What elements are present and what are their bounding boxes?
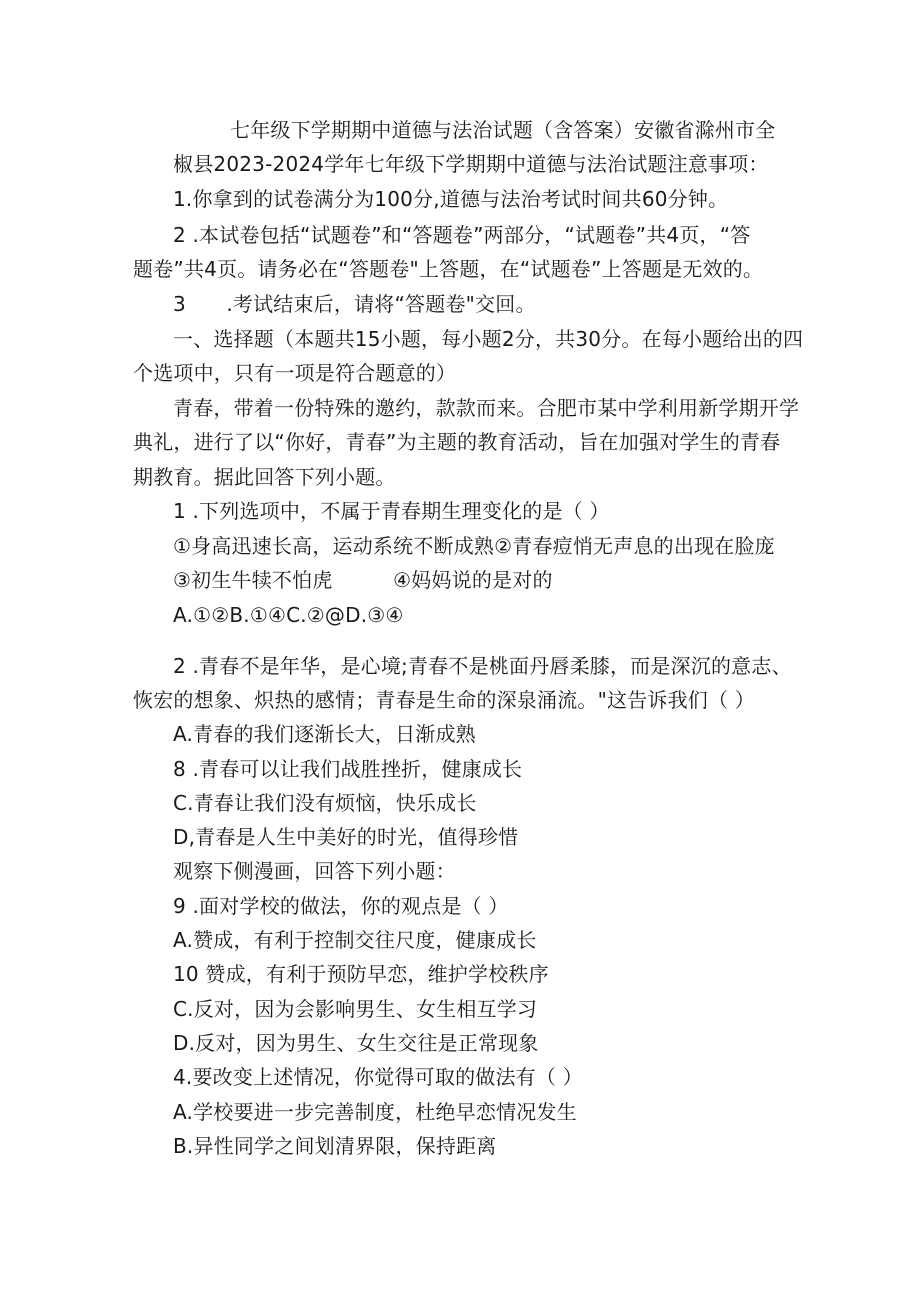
question-1-statements-line-1: ①身高迅速长高，运动系统不断成熟②青春痘悄无声息的出现在脸庞: [173, 534, 775, 558]
question-3-option-a: A.赞成，有利于控制交往尺度，健康成长: [173, 928, 537, 952]
question-4-option-b: B.异性同学之间划清界限，保持距离: [173, 1134, 497, 1158]
question-1-statements-line-2: ③初生牛犊不怕虎 ④妈妈说的是对的: [173, 568, 553, 592]
question-4: 4.要改变上述情况，你觉得可取的做法有（ ）: [173, 1065, 583, 1089]
question-3-option-c: C.反对，因为会影响男生、女生相互学习: [173, 997, 538, 1021]
question-2-line-2: 恢宏的想象、炽热的感情；青春是生命的深泉涌流。"这告诉我们（ ）: [133, 688, 755, 712]
passage-line-2: 典礼，进行了以“你好，青春”为主题的教育活动，旨在加强对学生的青春: [133, 430, 781, 454]
notice-item-2-line-1: 2 .本试卷包括“试题卷”和“答题卷”两部分，“试题卷”共4页，“答: [173, 223, 751, 247]
question-3-option-d: D.反对，因为男生、女生交往是正常现象: [173, 1031, 539, 1055]
question-1-options: A.①②B.①④C.②@D.③④: [173, 603, 404, 627]
notice-item-3: 3 .考试结束后，请将“答题卷"交回。: [173, 292, 536, 316]
section-heading-line-2: 个选项中，只有一项是符合题意的）: [133, 361, 457, 385]
question-2-option-b: 8 .青春可以让我们战胜挫折，健康成长: [173, 757, 523, 781]
passage-line-3: 期教育。据此回答下列小题。: [133, 465, 396, 489]
document-title-line-2: 椒县2023-2024学年七年级下学期期中道德与法治试题注意事项：: [173, 152, 769, 176]
question-3: 9 .面对学校的做法，你的观点是（ ）: [173, 894, 509, 918]
question-2-line-1: 2 .青春不是年华，是心境;青春不是桃面丹唇柔膝，而是深沉的意志、: [173, 654, 792, 678]
question-2-option-c: C.青春让我们没有烦恼，快乐成长: [173, 791, 477, 815]
document-title-line-1: 七年级下学期期中道德与法治试题（含答案）安徽省滁州市全: [230, 118, 776, 142]
question-1: 1 .下列选项中，不属于青春期生理变化的是（ ）: [173, 499, 610, 523]
comic-instruction: 观察下侧漫画，回答下列小题：: [173, 859, 456, 883]
question-2-option-a: A.青春的我们逐渐长大，日渐成熟: [173, 722, 476, 746]
question-4-option-a: A.学校要进一步完善制度，杜绝早恋情况发生: [173, 1100, 577, 1124]
notice-item-1: 1.你拿到的试卷满分为100分,道德与法治考试时间共60分钟。: [173, 187, 729, 211]
question-3-option-b: 10 赞成，有利于预防早恋，维护学校秩序: [173, 962, 549, 986]
notice-item-2-line-2: 题卷”共4页。请务必在“答题卷"上答题，在“试题卷”上答题是无效的。: [133, 257, 764, 281]
passage-line-1: 青春，带着一份特殊的邀约，款款而来。合肥市某中学利用新学期开学: [173, 396, 800, 420]
section-heading-line-1: 一、选择题（本题共15小题，每小题2分，共30分。在每小题给出的四: [173, 327, 804, 351]
question-2-option-d: D,青春是人生中美好的时光，值得珍惜: [173, 825, 519, 849]
